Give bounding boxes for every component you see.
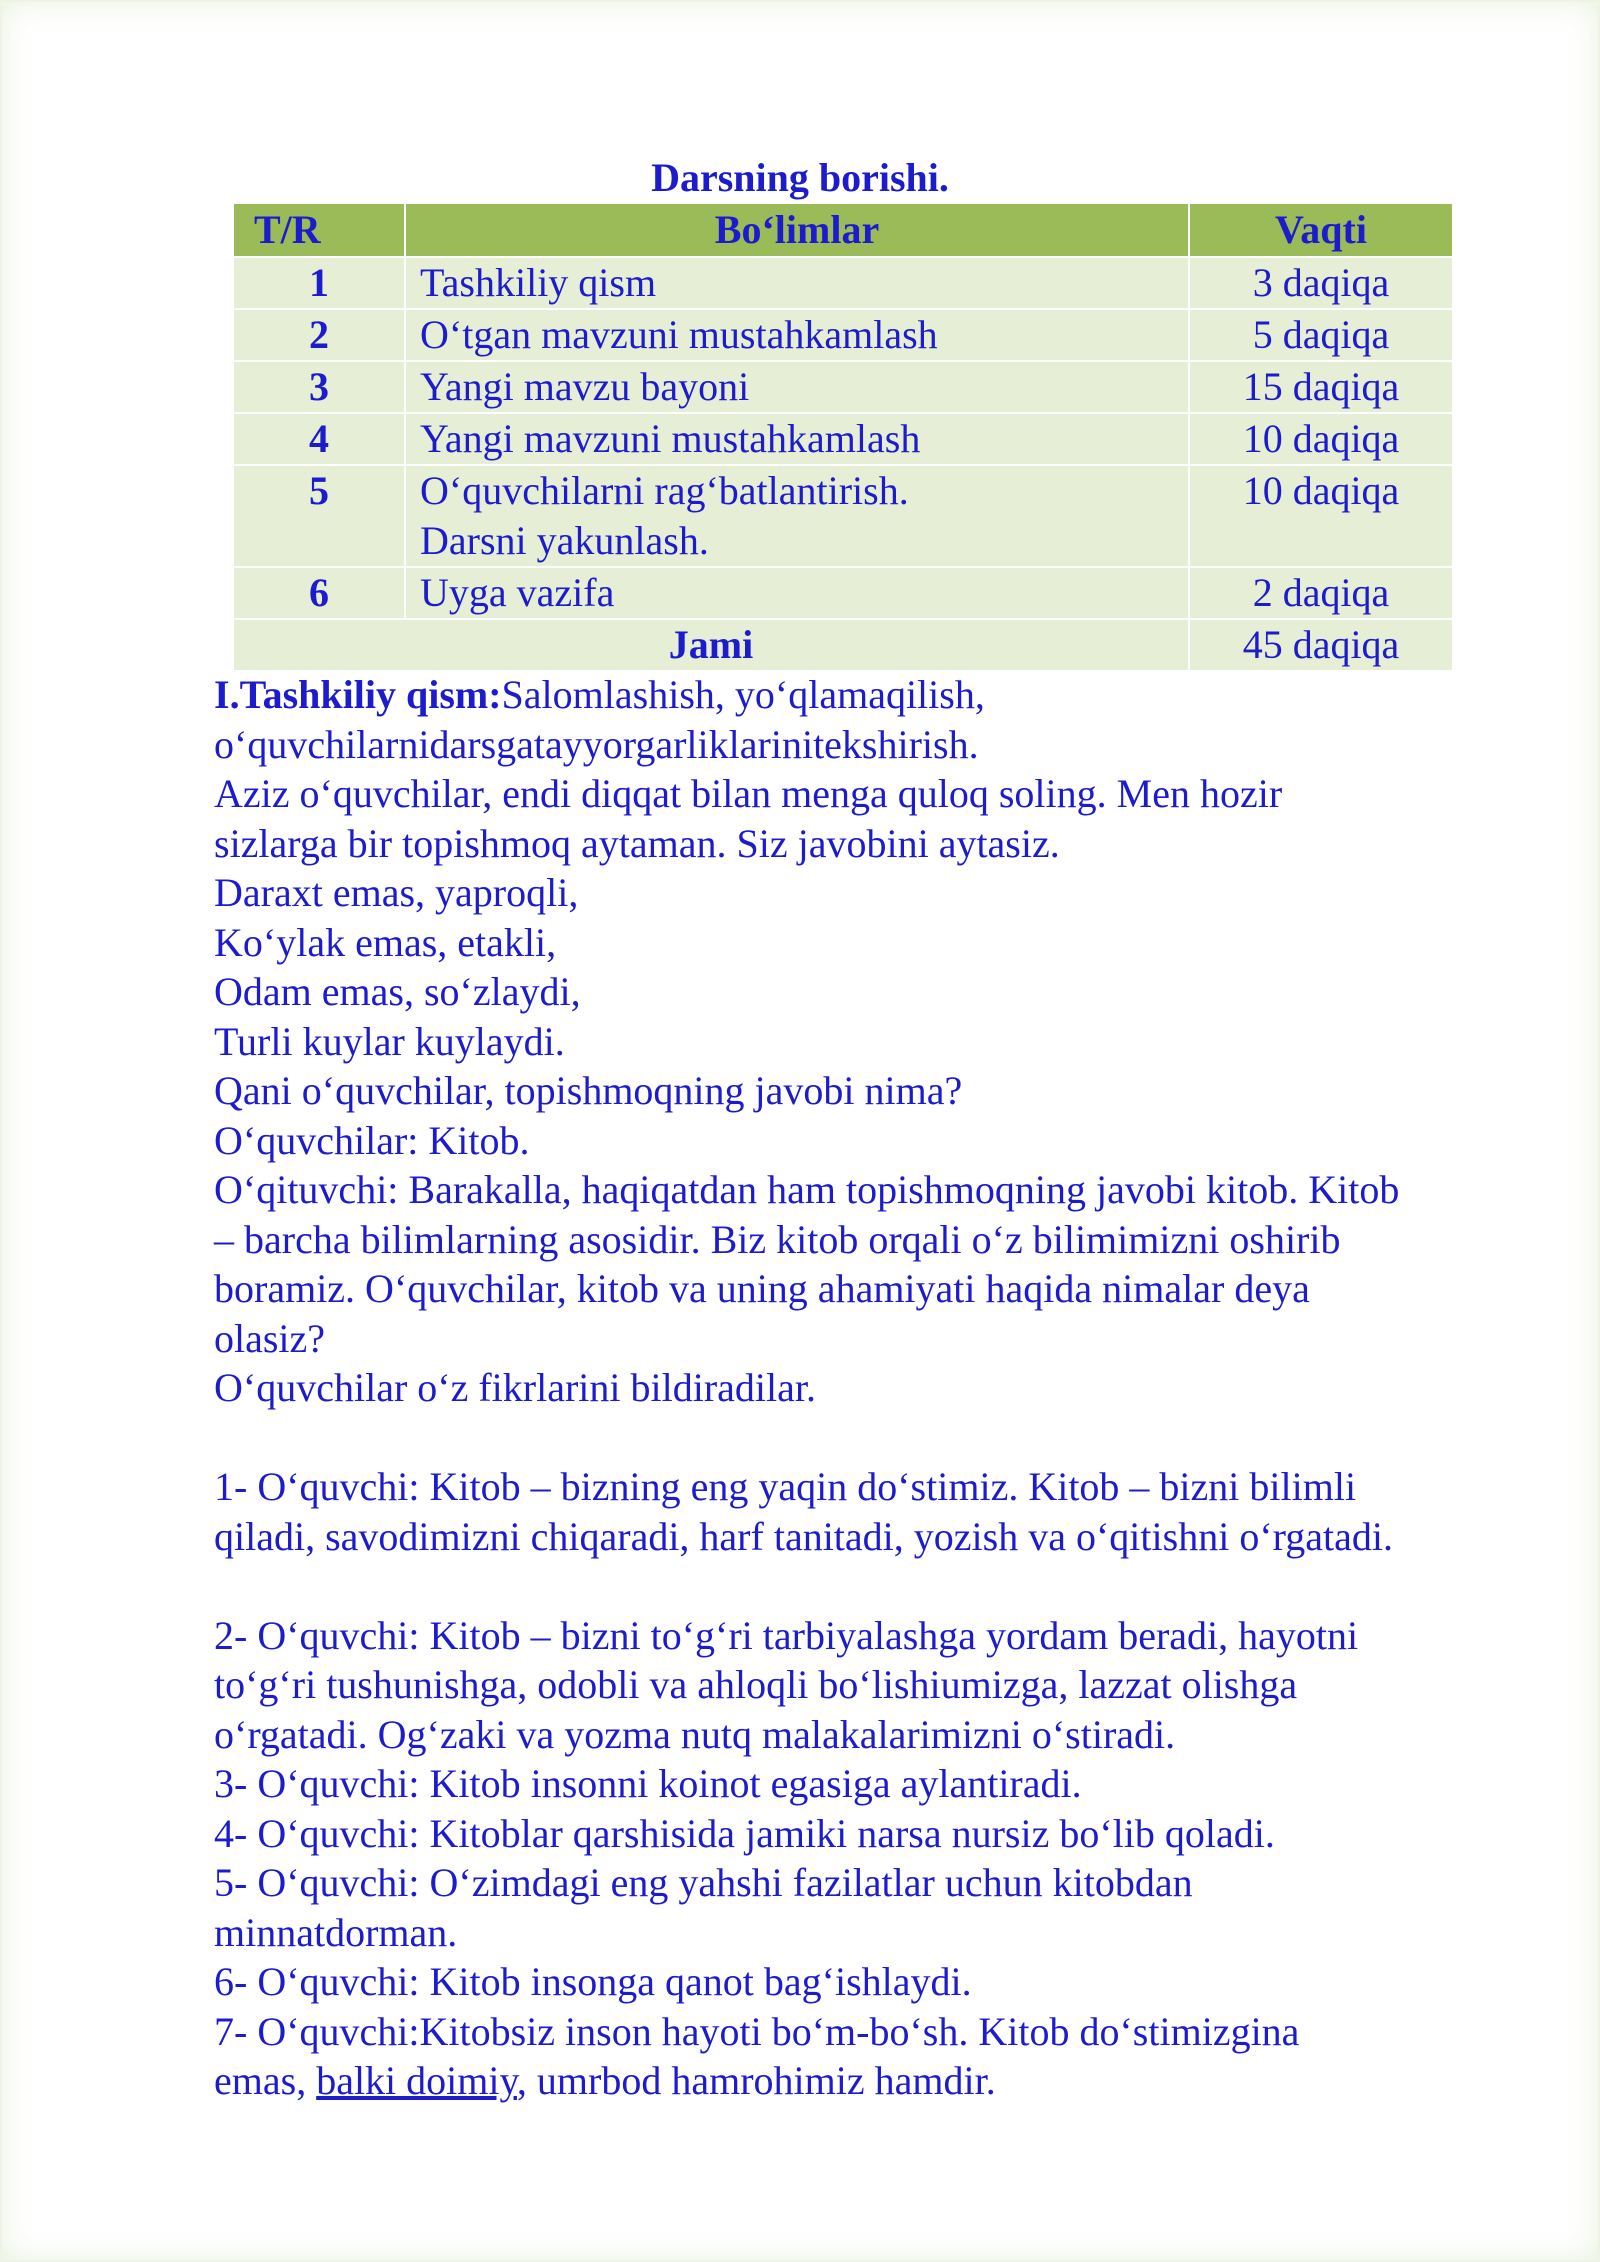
riddle-line: Turli kuylar kuylaydi. <box>214 1018 565 1064</box>
row-section <box>405 309 1189 361</box>
intro-line <box>214 670 1514 720</box>
teacher-line: O‘qituvchi: Barakalla, haqiqatdan ham topishmoqning javobi kitob. Kitob <box>214 1167 1400 1212</box>
section-line: Tashkiliy qism <box>420 260 657 305</box>
student-2-line: to‘g‘ri tushunishga, odobli va ahloqli bo‘lishiumizga, lazzat olishga <box>214 1662 1298 1707</box>
row-number: 3 <box>233 361 405 413</box>
student-3-line: 3- O‘quvchi: Kitob insonni koinot egasiga aylantiradi. <box>214 1761 1082 1806</box>
total-time: 45 daqiqa <box>1189 619 1453 671</box>
student-7-line <box>214 2056 1514 2106</box>
answer-line: O‘quvchilar: Kitob. <box>214 1117 530 1163</box>
student-2-line: o‘rgatadi. Og‘zaki va yozma nutq malakalarimizni o‘stiradi. <box>214 1711 1176 1757</box>
teacher-line: boramiz. O‘quvchilar, kitob va uning ahamiyati haqida nimalar deya <box>214 1266 1310 1311</box>
question-line: Qani o‘quvchilar, topishmoqning javobi nima? <box>214 1068 963 1113</box>
student-6-line: 6- O‘quvchi: Kitob insonga qanot bag‘ishlaydi. <box>214 1959 972 2004</box>
row-section <box>405 465 1189 567</box>
blank-line <box>214 1413 1514 1463</box>
table-row <box>233 257 1453 309</box>
student-1-line: 1- O‘quvchi: Kitob – bizning eng yaqin do‘stimiz. Kitob – bizni bilimli <box>214 1464 1357 1509</box>
underlined-text: balki doimiy <box>316 2058 517 2103</box>
table-row <box>233 309 1453 361</box>
teacher-line: – barcha bilimlarning asosidir. Biz kitob orqali o‘z bilimimizni oshirib <box>214 1216 1341 1262</box>
intro-text: Salomlashish, yo‘qlamaqilish, <box>501 672 985 717</box>
paragraph-line: sizlarga bir topishmoq aytaman. Siz javobini aytasiz. <box>214 820 1060 866</box>
riddle-line: Daraxt emas, yaproqli, <box>214 870 579 915</box>
row-time: 2 daqiqa <box>1189 567 1453 619</box>
row-number: 1 <box>233 257 405 309</box>
student-1-line: qiladi, savodimizni chiqaradi, harf tanitadi, yozish va o‘qitishni o‘rgatadi. <box>214 1513 1393 1559</box>
table-row <box>233 567 1453 619</box>
row-time: 10 daqiqa <box>1189 465 1453 567</box>
table-row <box>233 413 1453 465</box>
table-total-row <box>233 619 1453 671</box>
row-number: 6 <box>233 567 405 619</box>
row-section <box>405 361 1189 413</box>
row-section <box>405 567 1189 619</box>
section-heading: I.Tashkiliy qism: <box>214 672 502 717</box>
riddle-line: Odam emas, so‘zlaydi, <box>214 969 581 1014</box>
total-label: Jami <box>233 619 1189 671</box>
student-5-line: 5- O‘quvchi: O‘zimdagi eng yahshi fazilatlar uchun kitobdan <box>214 1860 1193 1905</box>
riddle-line: Ko‘ylak emas, etakli, <box>214 919 557 965</box>
row-number: 2 <box>233 309 405 361</box>
row-time: 15 daqiqa <box>1189 361 1453 413</box>
opinions-line: O‘quvchilar o‘z fikrlarini bildiradilar. <box>214 1365 817 1410</box>
student-4-line: 4- O‘quvchi: Kitoblar qarshisida jamiki narsa nursiz bo‘lib qoladi. <box>214 1810 1275 1856</box>
row-number: 5 <box>233 465 405 567</box>
section-line: Uyga vazifa <box>420 570 615 615</box>
row-section <box>405 413 1189 465</box>
lesson-plan-table <box>232 202 1454 672</box>
section-line: Yangi mavzu bayoni <box>420 364 750 409</box>
section-line: O‘quvchilarni rag‘batlantirish. <box>420 468 909 513</box>
page-title: Darsning borishi. <box>651 155 949 200</box>
row-section <box>405 257 1189 309</box>
table-row <box>233 465 1453 567</box>
header-sections: Bo‘limlar <box>405 203 1189 257</box>
body-text <box>214 670 1514 2106</box>
row-time: 10 daqiqa <box>1189 413 1453 465</box>
section-line: O‘tgan mavzuni mustahkamlash <box>420 312 938 357</box>
teacher-line: olasiz? <box>214 1315 326 1361</box>
text-span: emas, <box>214 2058 317 2103</box>
section-line: Yangi mavzuni mustahkamlash <box>420 416 921 461</box>
section-line: Darsni yakunlash. <box>420 518 709 563</box>
table-header-row <box>233 203 1453 257</box>
blank-line <box>214 1561 1514 1611</box>
table-row <box>233 361 1453 413</box>
paragraph-line: Aziz o‘quvchilar, endi diqqat bilan menga quloq soling. Men hozir <box>214 771 1283 816</box>
header-number: T/R <box>233 203 405 257</box>
student-7-line: 7- O‘quvchi:Kitobsiz inson hayoti bo‘m-bo‘sh. Kitob do‘stimizgina <box>214 2008 1300 2054</box>
row-time: 5 daqiqa <box>1189 309 1453 361</box>
student-5-line: minnatdorman. <box>214 1909 458 1955</box>
header-time: Vaqti <box>1189 203 1453 257</box>
text-span: , umrbod hamrohimiz hamdir. <box>516 2058 996 2103</box>
row-number: 4 <box>233 413 405 465</box>
row-time: 3 daqiqa <box>1189 257 1453 309</box>
intro-line-2: o‘quvchilarnidarsgatayyorgarliklarinitekshirish. <box>214 721 979 767</box>
student-2-line: 2- O‘quvchi: Kitob – bizni to‘g‘ri tarbiyalashga yordam beradi, hayotni <box>214 1612 1359 1658</box>
